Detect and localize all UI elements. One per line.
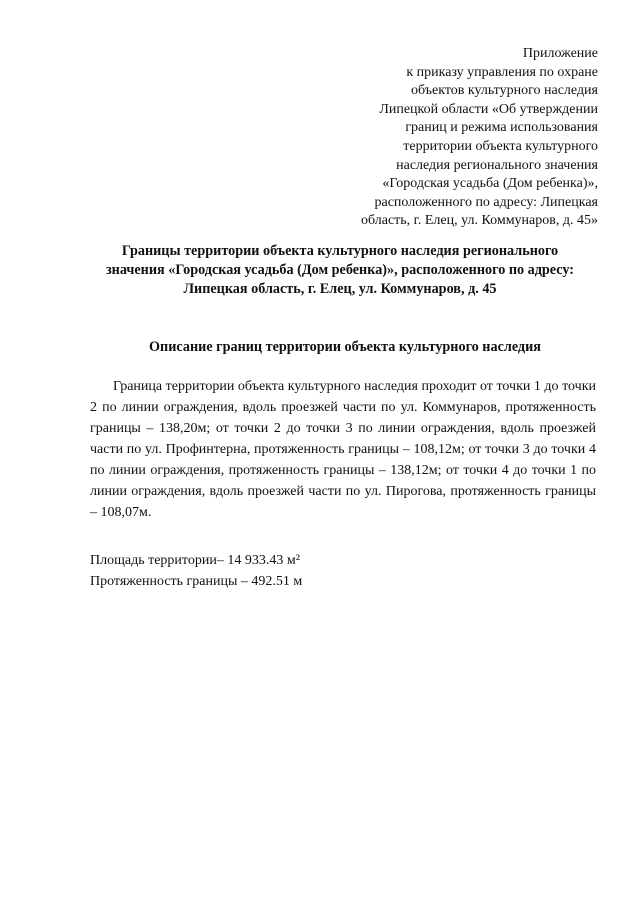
title-line: Липецкая область, г. Елец, ул. Коммунаров, д. 45 [183, 281, 497, 297]
title-line: Границы территории объекта культурного наследия регионального [121, 243, 559, 259]
appendix-line: «Городская усадьба (Дом ребенка)», [382, 176, 598, 192]
appendix-line: границ и режима использования [405, 120, 598, 136]
appendix-line: территории объекта культурного [403, 138, 598, 154]
appendix-line: Липецкой области «Об утверждении [379, 101, 598, 117]
document-title [70, 242, 610, 299]
appendix-block [278, 45, 598, 231]
appendix-line: наследия регионального значения [396, 157, 598, 173]
section-heading: Описание границ территории объекта культурного наследия [149, 339, 541, 355]
title-line: значения «Городская усадьба (Дом ребенка)», расположенного по адресу: [105, 262, 575, 278]
territory-facts [90, 550, 596, 592]
appendix-line: Приложение [522, 46, 598, 61]
appendix-line: расположенного по адресу: Липецкая [374, 194, 598, 210]
appendix-line: область, г. Елец, ул. Коммунаров, д. 45» [360, 213, 598, 229]
appendix-line: объектов культурного наследия [410, 83, 598, 99]
boundary-description: Граница территории объекта культурного наследия проходит от точки 1 до точки 2 по линии ограждения, вдоль проезжей части по ул. Коммунаров, протяженность границы – 138,20м; от точки 2 до точки 3 по линии ограждения, вдоль проезжей части по ул. Профинтерна, протяженность границы – 108,12м; от точки 3 до точки 4 по линии ограждения, протяженность границы – 138,12м; от точки 4 до точки 1 по линии ограждения, вдоль проезжей части по ул. Пирогова, протяженность границы – 108,07м. [90, 379, 596, 520]
appendix-line: к приказу управления по охране [406, 64, 598, 80]
boundary-length: Протяженность границы – 492.51 м [90, 574, 303, 589]
territory-area: Площадь территории– 14 933.43 м² [90, 553, 300, 568]
